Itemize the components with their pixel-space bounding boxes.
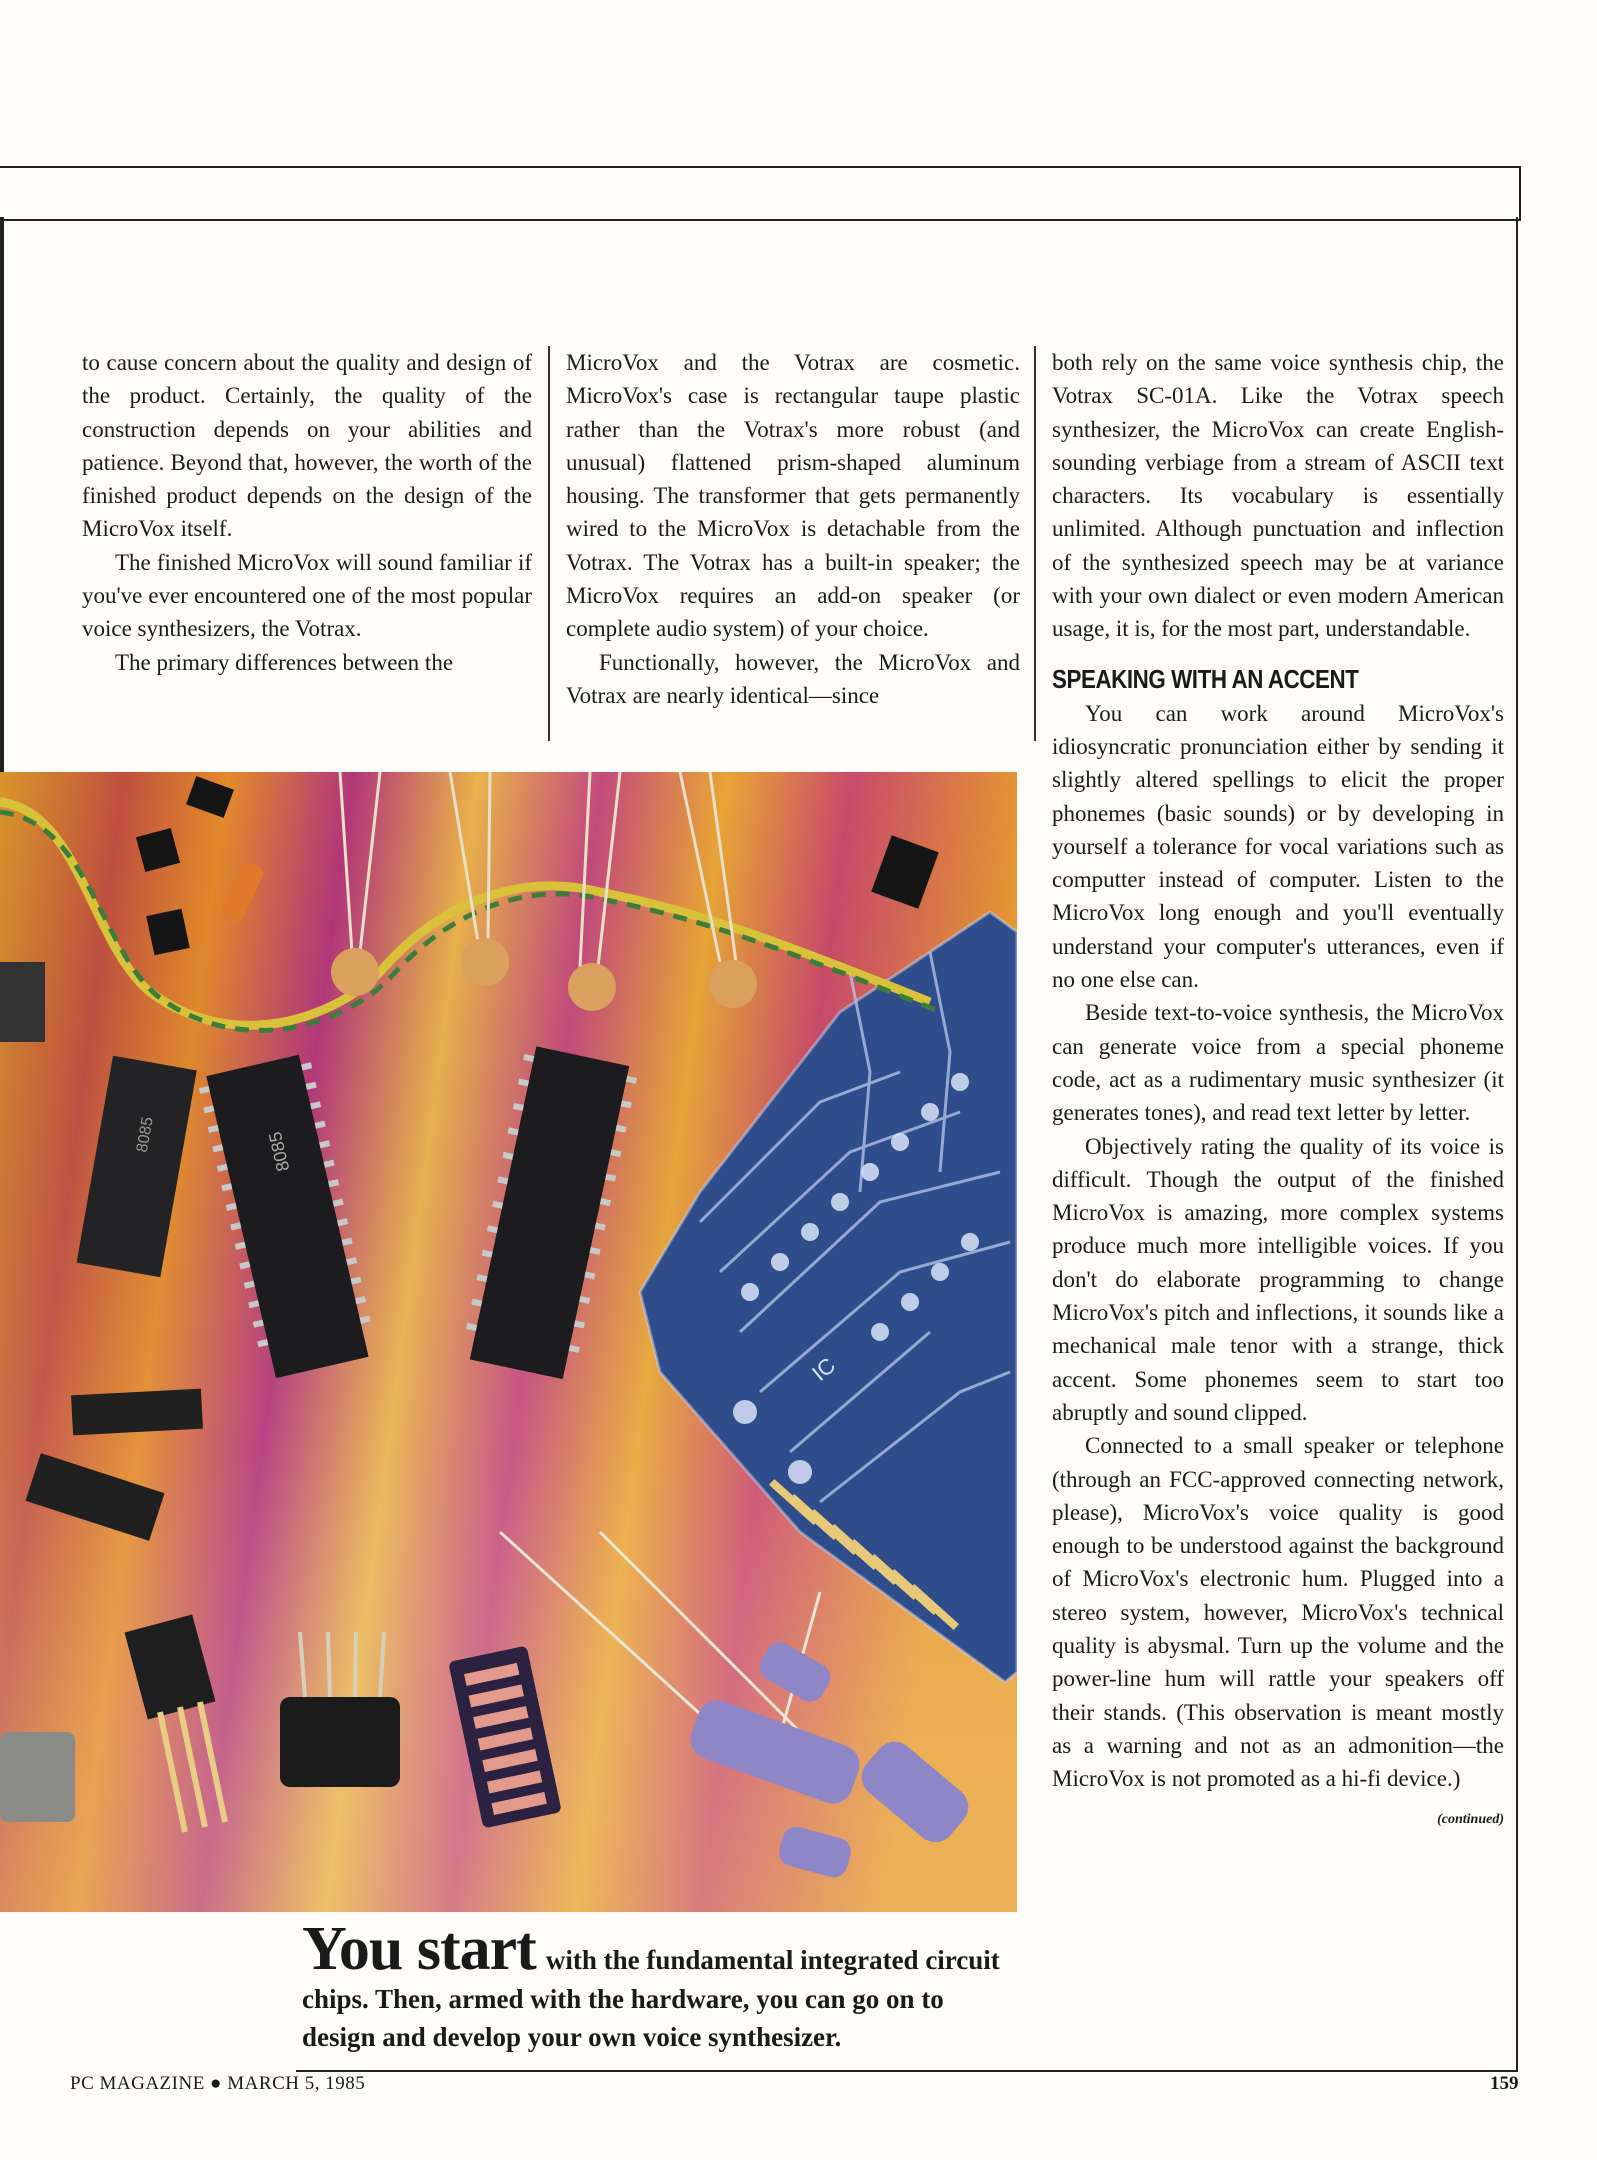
chip-label: 8085 (133, 1115, 157, 1154)
paragraph: Beside text-to-voice synthesis, the MicroVox can generate voice from a special phoneme code, act as a rudimentary music synthesizer (it generates tones), and read text letter by letter. (1052, 1000, 1504, 1126)
paragraph: to cause concern about the quality and design of the product. Certainly, the quality of the construction depends on your abilities and patience. Beyond that, however, the worth of the finished product depends on the design of the MicroVox itself. (82, 350, 532, 542)
paragraph: You can work around MicroVox's idiosyncratic pronunciation either by sending it slightly altered spellings to elicit the proper phonemes (basic sounds) or by developing in yourself a tolerance for vocal variations such as computter instead of computer. Listen to the MicroVox long enough and you'll eventually understand your computer's utterances, even if no one else can. (1052, 700, 1504, 993)
article-column-2 (566, 346, 1020, 712)
footer-publication: PC MAGAZINE ● MARCH 5, 1985 (70, 2073, 366, 2094)
page-number: 159 (1490, 2073, 1519, 2094)
paragraph: Functionally, however, the MicroVox and Votrax are nearly identical—since (566, 649, 1020, 708)
paragraph: both rely on the same voice synthesis chip, the Votrax SC-01A. Like the Votrax speech synthesizer, the MicroVox can create English-sounding verbiage from a stream of ASCII text characters. Its vocabulary is essentially unlimited. Although punctuation and inflection of the synthesized speech may be at variance with your own dialect or even modern American usage, it is, for the most part, understandable. (1052, 350, 1504, 642)
paragraph: Objectively rating the quality of its voice is difficult. Though the output of the finished MicroVox is amazing, more complex systems produce much more intelligible voices. If you don't do elaborate programming to change MicroVox's pitch and inflections, it sounds like a mechanical male tenor with a strange, thick accent. Some phonemes seem to start too abruptly and sound clipped. (1052, 1133, 1504, 1425)
bottom-rule (296, 2070, 1518, 2072)
chip-label: 8085 (264, 1129, 294, 1174)
paragraph: MicroVox and the Votrax are cosmetic. MicroVox's case is rectangular taupe plastic rather than the Votrax's more robust (and unusual) flattened prism-shaped aluminum housing. The transformer that gets permanently wired to the MicroVox is detachable from the Votrax. The Votrax has a built-in speaker; the MicroVox requires an add-on speaker (or complete audio system) of your choice. (566, 350, 1020, 642)
paragraph: The finished MicroVox will sound familiar if you've ever encountered one of the most popular voice synthesizers, the Votrax. (82, 549, 532, 642)
board-label: IC (807, 1352, 841, 1386)
photo-caption (302, 1915, 1018, 2056)
caption-text: with the fundamental integrated circuit chips. Then, armed with the hardware, you can go on to design and develop your own voice synthesizer. (302, 1945, 1000, 2052)
paragraph: The primary differences between the (115, 649, 454, 675)
header-frame (0, 166, 1521, 221)
article-column-3 (1052, 346, 1504, 1837)
section-subhead: SPEAKING WITH AN ACCENT (1052, 663, 1359, 694)
circuit-chips-photo (0, 772, 1017, 1912)
article-column-1 (82, 346, 532, 679)
left-rule (0, 217, 4, 777)
column-divider-1 (548, 346, 550, 741)
right-rule (1516, 217, 1518, 2072)
continued-marker: (continued) (1437, 1812, 1504, 1828)
paragraph: Connected to a small speaker or telephone (through an FCC-approved connecting network, please), MicroVox's voice quality is good enough to be understood against the background of MicroVox's electronic hum. Plugged into a stereo system, however, MicroVox's technical quality is abysmal. Turn up the volume and the power-line hum will rattle your speakers off their stands. (This observation is meant mostly as a warning and not as an admonition—the MicroVox is not promoted as a hi-fi device.) (1052, 1433, 1504, 1792)
column-divider-2 (1034, 346, 1036, 741)
caption-lead: You start (302, 1915, 536, 1983)
